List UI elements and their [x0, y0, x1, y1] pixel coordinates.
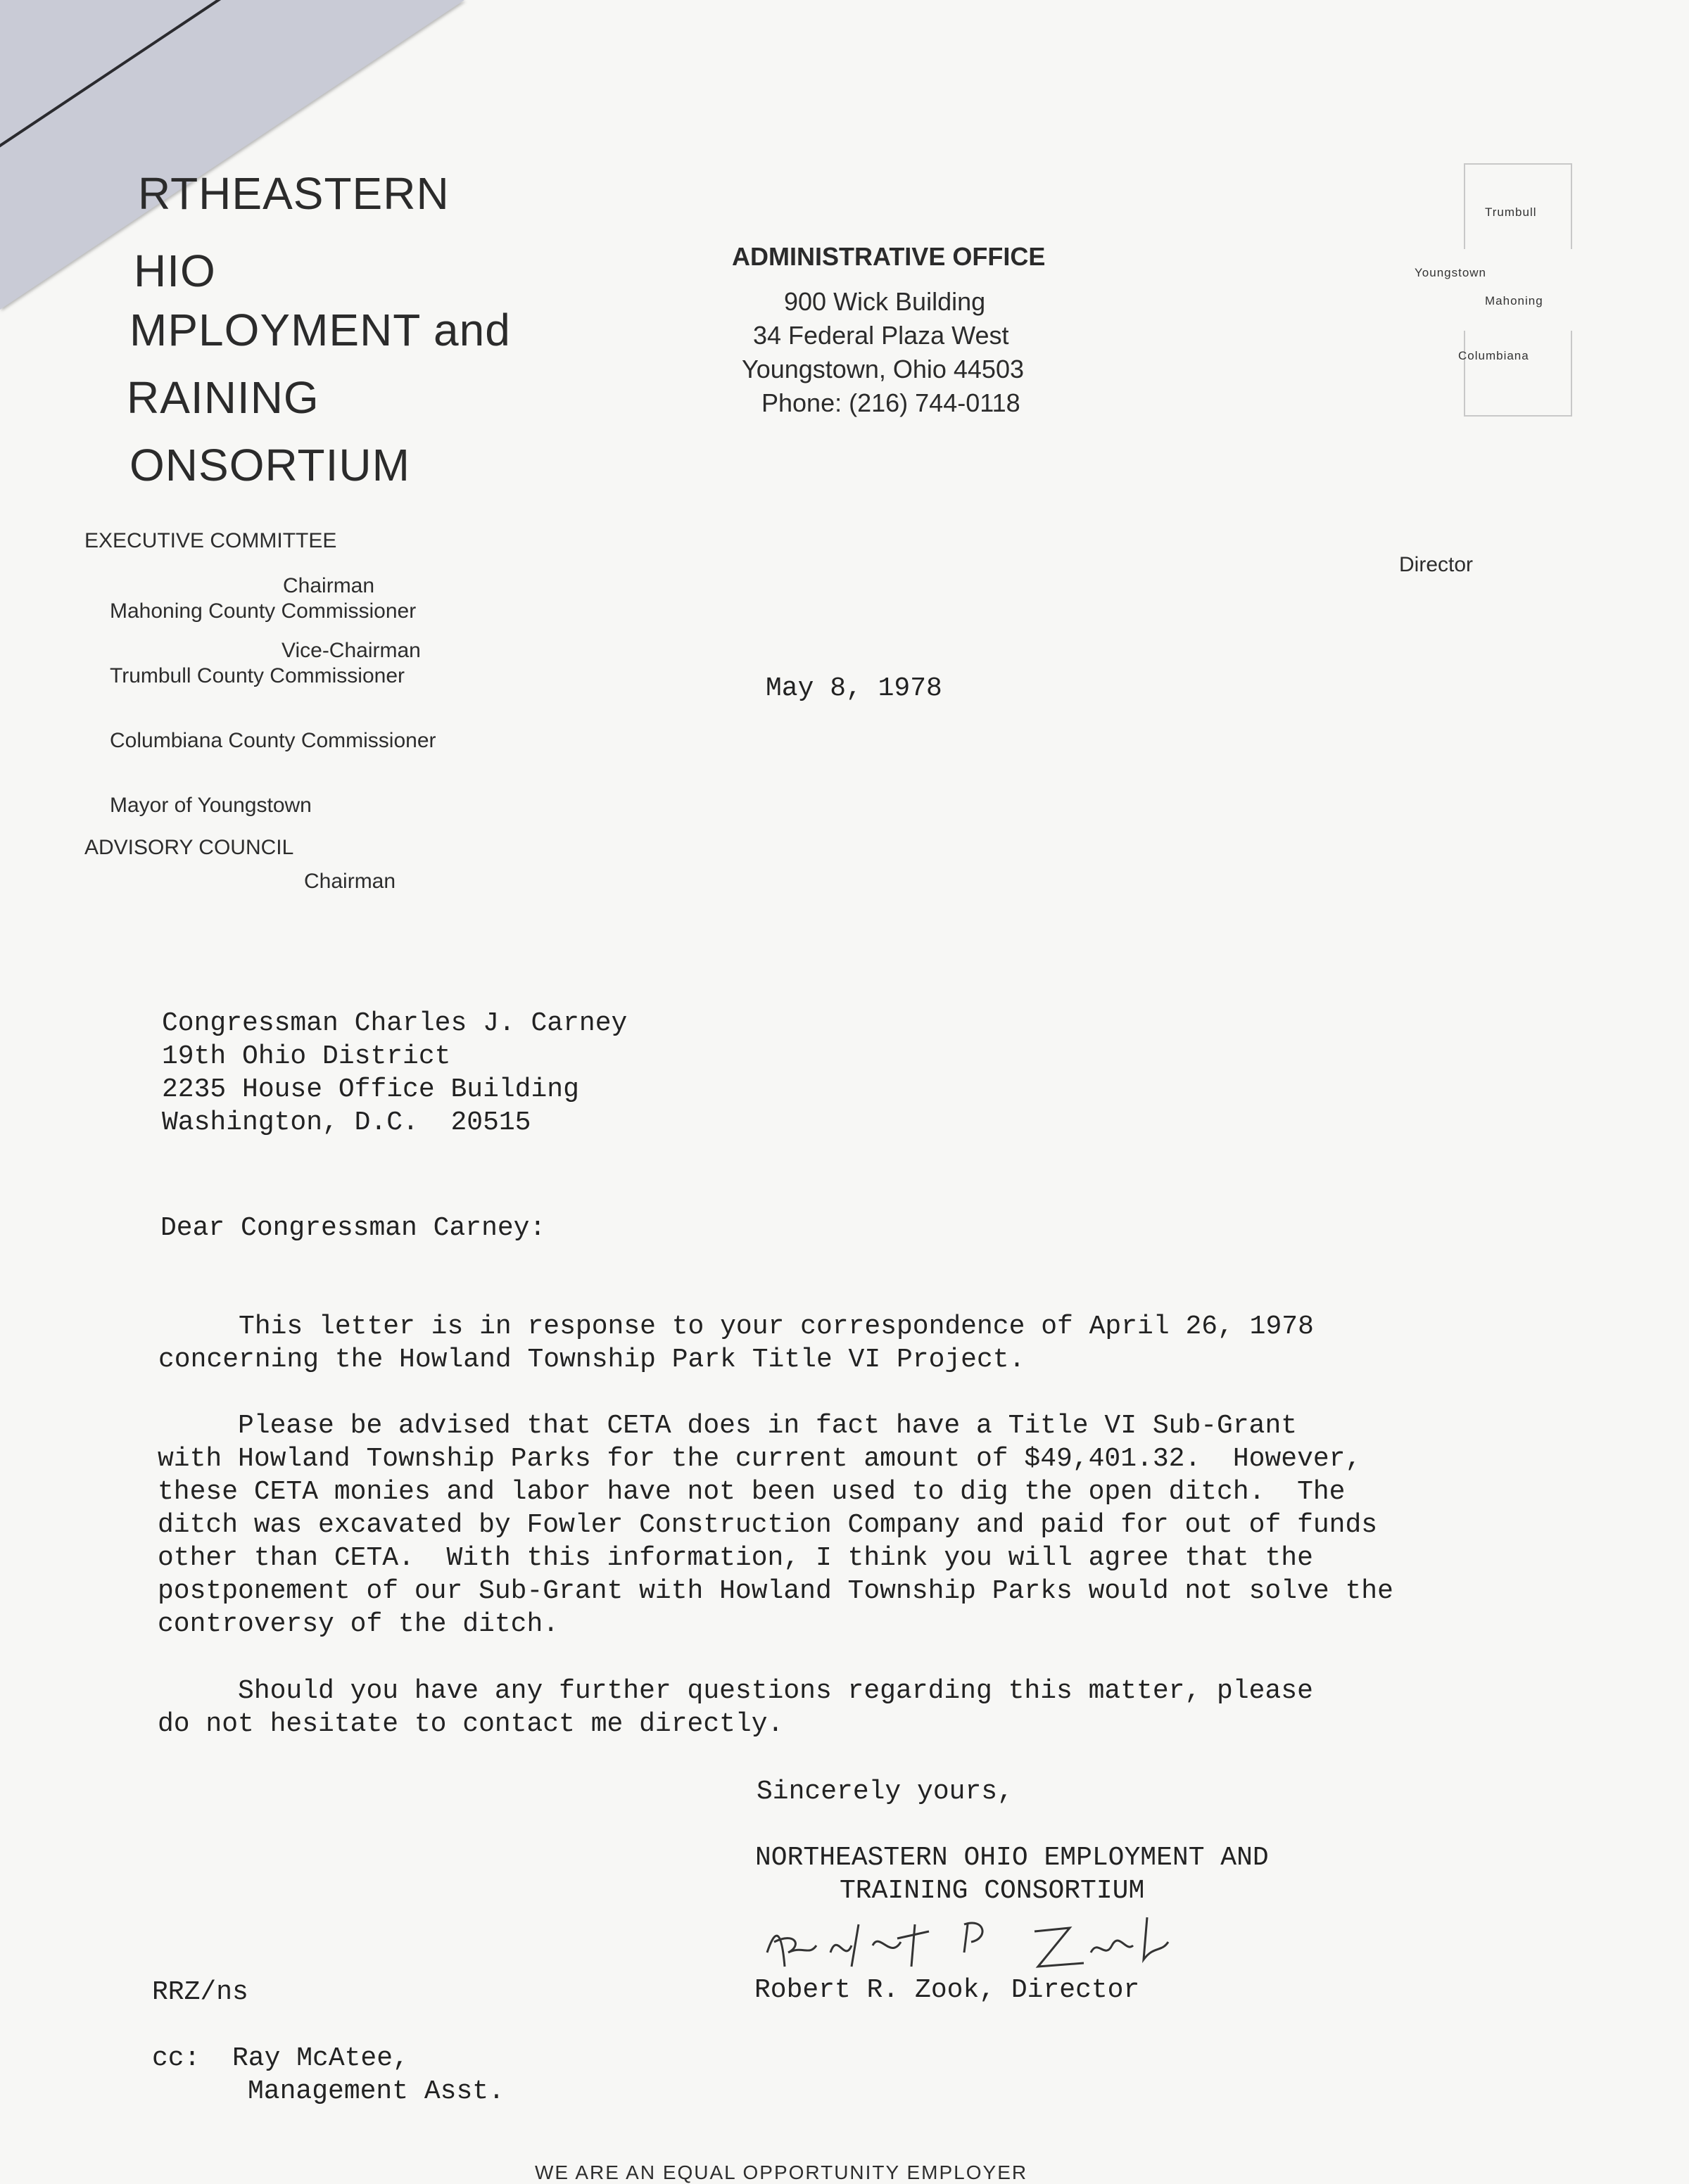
footer-equal-opportunity: WE ARE AN EQUAL OPPORTUNITY EMPLOYER	[535, 2161, 1028, 2183]
recipient-line-1: Congressman Charles J. Carney	[162, 1008, 628, 1039]
office-line-1: 900 Wick Building	[784, 287, 986, 316]
org-signature-line-1: NORTHEASTERN OHIO EMPLOYMENT AND	[755, 1843, 1269, 1873]
cc-label: cc:	[152, 2043, 201, 2074]
office-title: ADMINISTRATIVE OFFICE	[732, 242, 1046, 271]
letter-date: May 8, 1978	[766, 673, 942, 704]
folded-corner	[0, 0, 464, 310]
signer-name: Robert R. Zook, Director	[754, 1975, 1140, 2005]
advisory-role: Chairman	[304, 870, 396, 893]
initials: RRZ/ns	[152, 1977, 248, 2007]
handwritten-signature	[753, 1903, 1189, 1981]
member-2-role: Vice-Chairman	[282, 639, 421, 662]
office-line-3: Youngstown, Ohio 44503	[742, 355, 1024, 383]
map-label-youngstown: Youngstown	[1415, 266, 1487, 279]
org-line-5: ONSORTIUM	[129, 440, 410, 490]
cc-line-1: Ray McAtee,	[232, 2043, 409, 2074]
org-line-4: RAINING	[127, 372, 320, 423]
office-line-4: Phone: (216) 744-0118	[761, 388, 1020, 417]
org-line-2: HIO	[134, 246, 216, 296]
org-signature-line-2: TRAINING CONSORTIUM	[840, 1876, 1145, 1906]
recipient-line-3: 2235 House Office Building	[162, 1074, 579, 1105]
paragraph-2-line-5: other than CETA. With this information, I think you will agree that the	[158, 1543, 1313, 1573]
cc-line-2: Management Asst.	[248, 2076, 505, 2107]
paragraph-3-line-1: Should you have any further questions regarding this matter, please	[158, 1676, 1313, 1706]
recipient-line-4: Washington, D.C. 20515	[162, 1107, 531, 1138]
director-label: Director	[1399, 553, 1474, 576]
map-outline-bottom	[1464, 331, 1572, 417]
recipient-line-2: 19th Ohio District	[162, 1041, 451, 1072]
map-label-trumbull: Trumbull	[1485, 205, 1537, 219]
office-line-2: 34 Federal Plaza West	[753, 321, 1009, 350]
map-label-columbiana: Columbiana	[1458, 349, 1529, 362]
member-1-role: Chairman	[283, 574, 375, 597]
paragraph-1-line-2: concerning the Howland Township Park Title VI Project.	[158, 1345, 1025, 1375]
paragraph-2-line-7: controversy of the ditch.	[158, 1609, 559, 1639]
member-4-title: Mayor of Youngstown	[110, 794, 312, 817]
member-3-title: Columbiana County Commissioner	[110, 729, 436, 752]
paragraph-2-line-1: Please be advised that CETA does in fact have a Title VI Sub-Grant	[158, 1411, 1298, 1441]
paragraph-2-line-4: ditch was excavated by Fowler Construction Company and paid for out of funds	[158, 1510, 1378, 1540]
member-2-title: Trumbull County Commissioner	[110, 664, 405, 687]
paragraph-2-line-3: these CETA monies and labor have not been used to dig the open ditch. The	[158, 1477, 1346, 1507]
member-1-title: Mahoning County Commissioner	[110, 599, 417, 623]
paragraph-2-line-2: with Howland Township Parks for the current amount of $49,401.32. However,	[158, 1444, 1362, 1474]
org-line-1: RTHEASTERN	[138, 168, 450, 219]
closing: Sincerely yours,	[757, 1777, 1013, 1807]
salutation: Dear Congressman Carney:	[160, 1213, 546, 1243]
paragraph-1-line-1: This letter is in response to your correspondence of April 26, 1978	[158, 1312, 1314, 1342]
map-label-mahoning: Mahoning	[1485, 294, 1543, 307]
paragraph-3-line-2: do not hesitate to contact me directly.	[158, 1709, 784, 1739]
advisory-heading: ADVISORY COUNCIL	[84, 836, 294, 859]
executive-heading: EXECUTIVE COMMITTEE	[84, 529, 337, 552]
paragraph-2-line-6: postponement of our Sub-Grant with Howland Township Parks would not solve the	[158, 1576, 1393, 1606]
org-line-3: MPLOYMENT and	[129, 305, 511, 355]
